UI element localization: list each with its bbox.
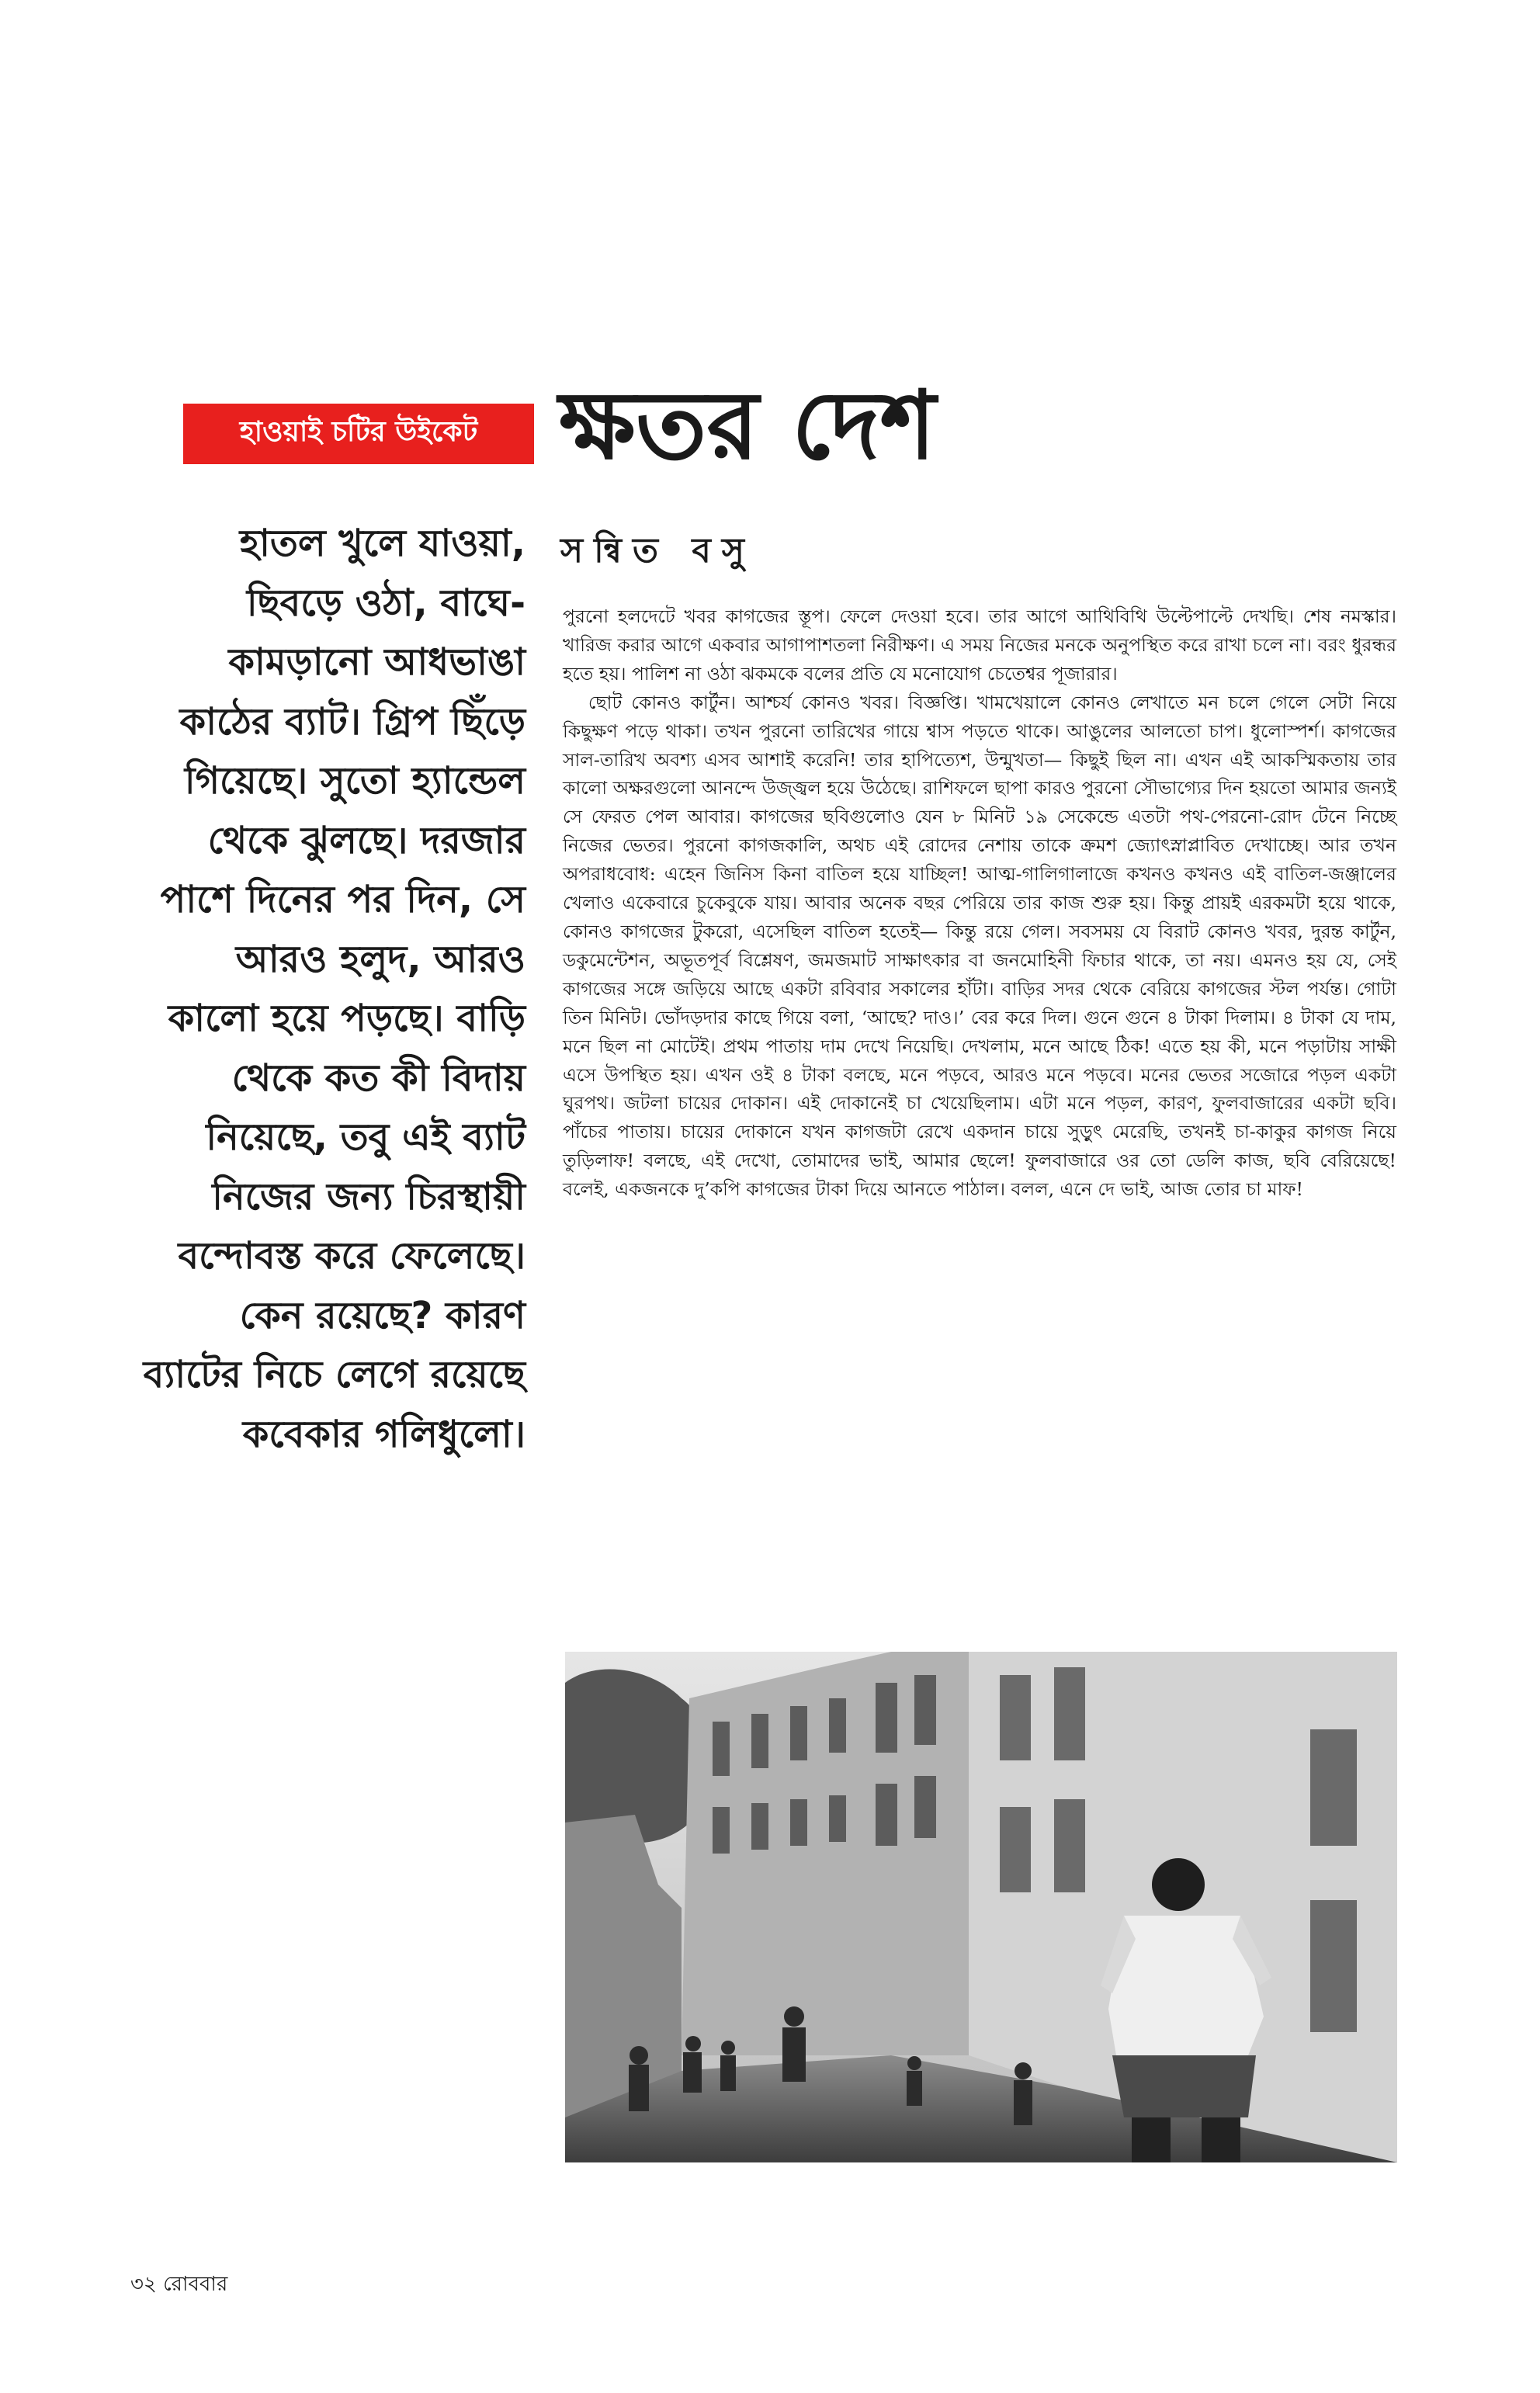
article-title: ক্ষতর দেশ <box>559 370 936 480</box>
body-paragraph: পুরনো হলদেটে খবর কাগজের স্তূপ। ফেলে দেওয়া হবে। তার আগে আথিবিথি উল্টেপাল্টে দেখছি। শেষ নমস্কার। খারিজ করার আগে একবার আগাপাশতলা নিরীক্ষণ। এ সময় নিজের মনকে অনুপস্থিত করে রাখা চলে না। বরং ধুরন্ধর হতে হয়। পালিশ না ওঠা ঝকমকে বলের প্রতি যে মনোযোগ চেতেশ্বর পূজারার। <box>563 605 1396 685</box>
article-body <box>563 602 1396 1204</box>
page-folio: ৩২ রোববার <box>130 2273 228 2296</box>
pull-quote: হাতল খুলে যাওয়া, ছিবড়ে ওঠা, বাঘে-কামড়ানো আধভাঙা কাঠের ব্যাট। গ্রিপ ছিঁড়ে গিয়েছে। সুতো হ্যান্ডেল থেকে ঝুলছে। দরজার পাশে দিনের পর দিন, সে আরও হলুদ, আরও কালো হয়ে পড়ছে। বাড়ি থেকে কত কী বিদায় নিয়েছে, তবু এই ব্যাট নিজের জন্য চিরস্থায়ী বন্দোবস্ত করে ফেলেছে। কেন রয়েছে? কারণ ব্যাটের নিচে লেগে রয়েছে কবেকার গলিধুলো। <box>143 522 525 1456</box>
street-cricket-photo <box>565 1652 1397 2162</box>
byline: সন্বিত বসু <box>560 531 755 571</box>
body-paragraph: ছোট কোনও কার্টুন। আশ্চর্য কোনও খবর। বিজ্ঞপ্তি। খামখেয়ালে কোনও লেখাতে মন চলে গেলে সেটা নিয়ে কিছুক্ষণ পড়ে থাকা। তখন পুরনো তারিখের গায়ে শ্বাস পড়তে থাকে। আঙুলের আলতো চাপ। ধুলোস্পর্শ। কাগজের সাল-তারিখ অবশ্য এসব আশাই করেনি! তার হাপিত্যেশ, উন্মুখতা— কিছুই ছিল না। এখন এই আকস্মিকতায় তার কালো অক্ষরগুলো আনন্দে উজ্জ্বল হয়ে উঠেছে। রাশিফলে ছাপা কারও পুরনো সৌভাগ্যের দিন হয়তো আমার জন্যই সে ফেরত পেল আবার। কাগজের ছবিগুলোও যেন ৮ মিনিট ১৯ সেকেন্ডে এতটা পথ-পেরনো-রোদ টেনে নিচ্ছে নিজের ভেতর। পুরনো কাগজকালি, অথচ এই রোদের নেশায় তাকে ক্রমশ জ্যোৎস্নাপ্লাবিত দেখাচ্ছে। আর তখন অপরাধবোধ: এহেন জিনিস কিনা বাতিল হয়ে যাচ্ছিল! আত্ম-গালিগালাজে কখনও কখনও এই বাতিল-জঞ্জালের খেলাও একেবারে চুকেবুকে যায়। আবার অনেক বছর পেরিয়ে তার কাজ শুরু হয়। কিন্তু প্রায়ই এরকমটা হয়ে থাকে, কোনও কাগজের টুকরো, এসেছিল বাতিল হতেই— কিন্তু রয়ে গেল। সবসময় যে বিরাট কোনও খবর, দুরন্ত কার্টুন, ডকুমেন্টেশন, অভূতপূর্ব বিশ্লেষণ, জমজমাট সাক্ষাৎকার বা জনমোহিনী ফিচার থাকে, তা নয়। এমনও হয় যে, সেই কাগজের সঙ্গে জড়িয়ে আছে একটা রবিবার সকালের হাঁটা। বাড়ির সদর থেকে বেরিয়ে কাগজের স্টল পর্যন্ত। গোটা তিন মিনিট। ভোঁদড়দার কাছে গিয়ে বলা, ‘আছে? দাও।’ বের করে দিল। গুনে গুনে ৪ টাকা দিলাম। ৪ টাকা যে দাম, মনে ছিল না মোটেই। প্রথম পাতায় দাম দেখে নিয়েছি। দেখলাম, মনে আছে ঠিক! এতে হয় কী, মনে পড়াটায় সাক্ষী এসে উপস্থিত হয়। এখন ওই ৪ টাকা বলছে, মনে পড়বে, আরও মনে পড়বে। মনের ভেতর সজোরে পড়ল একটা ঘুরপথ। জটলা চায়ের দোকান। এই দোকানেই চা খেয়েছিলাম। এটা মনে পড়ল, কারণ, ফুলবাজারের একটা ছবি। পাঁচের পাতায়। চায়ের দোকানে যখন কাগজটা রেখে একদান চায়ে সুড়ুৎ মেরেছি, তখনই চা-কাকুর কাগজ নিয়ে তুড়িলাফ! বলছে, এই দেখো, তোমাদের ভাই, আমার ছেলে! ফুলবাজারে ওর তো ডেলি কাজ, ছবি বেরিয়েছে! বলেই, একজনকে দু’কপি কাগজের টাকা দিয়ে আনতে পাঠাল। বলল, এনে দে ভাই, আজ তোর চা মাফ! <box>563 691 1396 1201</box>
section-tag: হাওয়াই চটির উইকেট <box>183 404 534 464</box>
street-cricket-illustration <box>565 1652 1397 2162</box>
